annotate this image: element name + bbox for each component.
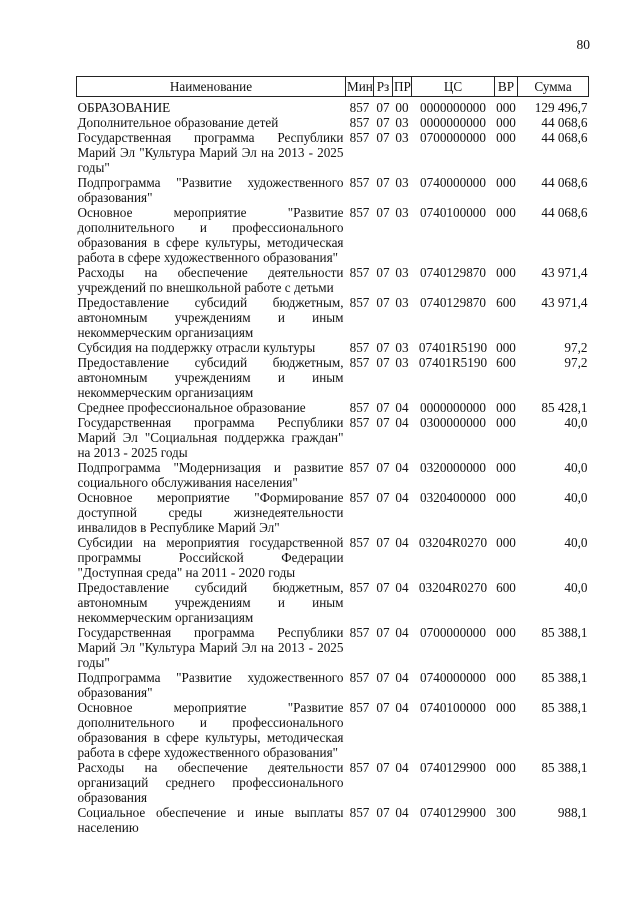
table-row [77,175,589,205]
cell-name: Дополнительное образование детей [77,115,279,130]
cell-cs: 0700000000 [420,625,486,640]
cell-min: 857 [349,460,370,475]
cell-rz: 07 [376,265,390,280]
table-row [77,400,589,415]
cell-rz: 07 [376,400,390,415]
cell-cs: 0740129870 [420,265,486,280]
cell-min: 857 [349,400,370,415]
cell-pr: 03 [395,175,409,190]
cell-sum: 97,2 [564,340,588,355]
header-name: Наименование [77,77,346,97]
cell-name: Расходы на обеспечение деятельности учреждений по внешкольной работе с детьми [77,265,344,295]
cell-sum: 85 388,1 [541,670,588,685]
cell-min: 857 [349,265,370,280]
cell-rz: 07 [376,175,390,190]
cell-min: 857 [349,535,370,550]
cell-min: 857 [349,115,370,130]
cell-min: 857 [349,670,370,685]
cell-vr: 600 [496,355,516,370]
cell-pr: 03 [395,115,409,130]
cell-sum: 40,0 [564,415,588,430]
cell-name: Субсидии на мероприятия государственной программы Российской Федерации "Доступная среда" на 2011 - 2020 годы [77,535,344,580]
cell-rz: 07 [376,760,390,775]
cell-rz: 07 [376,340,390,355]
cell-rz: 07 [376,205,390,220]
cell-pr: 03 [395,340,409,355]
cell-cs: 0000000000 [420,400,486,415]
cell-vr: 000 [496,175,516,190]
cell-name: Государственная программа Республики Марий Эл "Социальная поддержка граждан" на 2013 - 2025 годы [77,415,344,460]
cell-vr: 000 [496,130,516,145]
cell-cs: 03204R0270 [418,580,488,595]
cell-rz: 07 [376,490,390,505]
cell-min: 857 [349,205,370,220]
cell-name: Предоставление субсидий бюджетным, автономным учреждениям и иным некоммерческим организациям [77,355,344,400]
cell-sum: 40,0 [564,535,588,550]
table-row [77,625,589,670]
cell-pr: 04 [395,700,409,715]
table-row [77,700,589,760]
cell-name: Предоставление субсидий бюджетным, автономным учреждениям и иным некоммерческим организациям [77,580,344,625]
cell-cs: 0320000000 [420,460,486,475]
table-row [77,580,589,625]
table-row [77,265,589,295]
cell-pr: 04 [395,535,409,550]
cell-pr: 04 [395,670,409,685]
table-row [77,97,589,116]
cell-cs: 07401R5190 [418,355,488,370]
table-row [77,205,589,265]
table-row [77,130,589,175]
cell-name: Подпрограмма "Развитие художественного образования" [77,670,344,700]
header-sum: Сумма [518,77,589,97]
header-rz: Рз [374,77,393,97]
cell-vr: 000 [496,700,516,715]
cell-name: Предоставление субсидий бюджетным, автономным учреждениям и иным некоммерческим организациям [77,295,344,340]
cell-pr: 04 [395,415,409,430]
cell-rz: 07 [376,415,390,430]
cell-sum: 988,1 [557,805,588,820]
cell-vr: 000 [496,340,516,355]
cell-pr: 04 [395,760,409,775]
cell-vr: 600 [496,580,516,595]
cell-rz: 07 [376,355,390,370]
table-row [77,670,589,700]
table-row [77,115,589,130]
table-row [77,760,589,805]
cell-cs: 0320400000 [420,490,486,505]
cell-sum: 44 068,6 [541,115,588,130]
header-vr: ВР [495,77,518,97]
cell-rz: 07 [376,130,390,145]
cell-vr: 300 [496,805,516,820]
cell-pr: 04 [395,625,409,640]
cell-name: Основное мероприятие "Развитие дополнительного и профессионального образования в сфере культуры, методическая работа в сфере художественного образования" [77,205,344,265]
cell-vr: 000 [496,115,516,130]
cell-name: Расходы на обеспечение деятельности организаций среднего профессионального образования [77,760,344,805]
cell-cs: 0740100000 [420,700,486,715]
table-body [77,97,589,836]
cell-sum: 44 068,6 [541,205,588,220]
budget-table [76,76,589,835]
cell-pr: 03 [395,295,409,310]
cell-rz: 07 [376,805,390,820]
cell-min: 857 [349,625,370,640]
table-row [77,355,589,400]
header-min: Мин [346,77,374,97]
cell-min: 857 [349,295,370,310]
cell-vr: 000 [496,670,516,685]
cell-name: Государственная программа Республики Марий Эл "Культура Марий Эл на 2013 - 2025 годы" [77,625,344,670]
cell-vr: 000 [496,400,516,415]
cell-vr: 000 [496,100,516,115]
cell-pr: 03 [395,265,409,280]
cell-sum: 129 496,7 [534,100,588,115]
cell-sum: 43 971,4 [541,265,588,280]
table-row [77,295,589,340]
page-number: 80 [576,37,590,52]
cell-min: 857 [349,760,370,775]
cell-name: Подпрограмма "Развитие художественного образования" [77,175,344,205]
cell-name: Основное мероприятие "Развитие дополнительного и профессионального образования в сфере культуры, методическая работа в сфере художественного образования" [77,700,344,760]
cell-cs: 0700000000 [420,130,486,145]
cell-pr: 04 [395,460,409,475]
cell-min: 857 [349,415,370,430]
cell-sum: 40,0 [564,460,588,475]
cell-pr: 04 [395,580,409,595]
cell-cs: 0740000000 [420,175,486,190]
cell-cs: 07401R5190 [418,340,488,355]
table-row [77,490,589,535]
cell-cs: 03204R0270 [418,535,488,550]
table-row [77,415,589,460]
table-row [77,535,589,580]
cell-cs: 0740000000 [420,670,486,685]
cell-vr: 000 [496,535,516,550]
cell-cs: 0740129900 [420,760,486,775]
cell-sum: 44 068,6 [541,175,588,190]
cell-vr: 000 [496,625,516,640]
table-header [77,77,589,97]
cell-rz: 07 [376,625,390,640]
cell-min: 857 [349,700,370,715]
cell-sum: 85 388,1 [541,700,588,715]
cell-sum: 40,0 [564,580,588,595]
cell-sum: 85 388,1 [541,760,588,775]
cell-rz: 07 [376,115,390,130]
cell-cs: 0000000000 [420,115,486,130]
cell-pr: 03 [395,130,409,145]
table-row [77,805,589,835]
cell-min: 857 [349,340,370,355]
cell-cs: 0740129900 [420,805,486,820]
cell-cs: 0740129870 [420,295,486,310]
cell-name: Подпрограмма "Модернизация и развитие социального обслуживания населения" [77,460,344,490]
cell-min: 857 [349,490,370,505]
cell-sum: 85 428,1 [541,400,588,415]
cell-vr: 000 [496,415,516,430]
cell-min: 857 [349,355,370,370]
cell-pr: 00 [395,100,409,115]
cell-cs: 0740100000 [420,205,486,220]
cell-rz: 07 [376,460,390,475]
cell-min: 857 [349,100,370,115]
header-pr: ПР [393,77,412,97]
cell-pr: 03 [395,355,409,370]
cell-vr: 600 [496,295,516,310]
cell-name: Государственная программа Республики Марий Эл "Культура Марий Эл на 2013 - 2025 годы" [77,130,344,175]
cell-min: 857 [349,130,370,145]
cell-rz: 07 [376,100,390,115]
header-cs: ЦС [412,77,495,97]
cell-sum: 85 388,1 [541,625,588,640]
cell-name: Среднее профессиональное образование [77,400,306,415]
cell-name: Субсидия на поддержку отрасли культуры [77,340,316,355]
cell-min: 857 [349,175,370,190]
cell-cs: 0300000000 [420,415,486,430]
cell-name: Основное мероприятие "Формирование доступной среды жизнедеятельности инвалидов в Республике Марий Эл" [77,490,344,535]
cell-vr: 000 [496,760,516,775]
cell-min: 857 [349,805,370,820]
cell-sum: 97,2 [564,355,588,370]
cell-rz: 07 [376,295,390,310]
cell-vr: 000 [496,460,516,475]
header-row [77,77,589,97]
cell-sum: 40,0 [564,490,588,505]
cell-vr: 000 [496,490,516,505]
table-row [77,460,589,490]
table-row [77,340,589,355]
cell-name: ОБРАЗОВАНИЕ [77,100,171,115]
cell-min: 857 [349,580,370,595]
cell-cs: 0000000000 [420,100,486,115]
cell-rz: 07 [376,580,390,595]
cell-name: Социальное обеспечение и иные выплаты населению [77,805,344,835]
cell-rz: 07 [376,535,390,550]
cell-pr: 04 [395,490,409,505]
cell-sum: 44 068,6 [541,130,588,145]
cell-sum: 43 971,4 [541,295,588,310]
cell-pr: 04 [395,400,409,415]
cell-vr: 000 [496,265,516,280]
cell-vr: 000 [496,205,516,220]
cell-pr: 03 [395,205,409,220]
cell-rz: 07 [376,700,390,715]
cell-rz: 07 [376,670,390,685]
cell-pr: 04 [395,805,409,820]
